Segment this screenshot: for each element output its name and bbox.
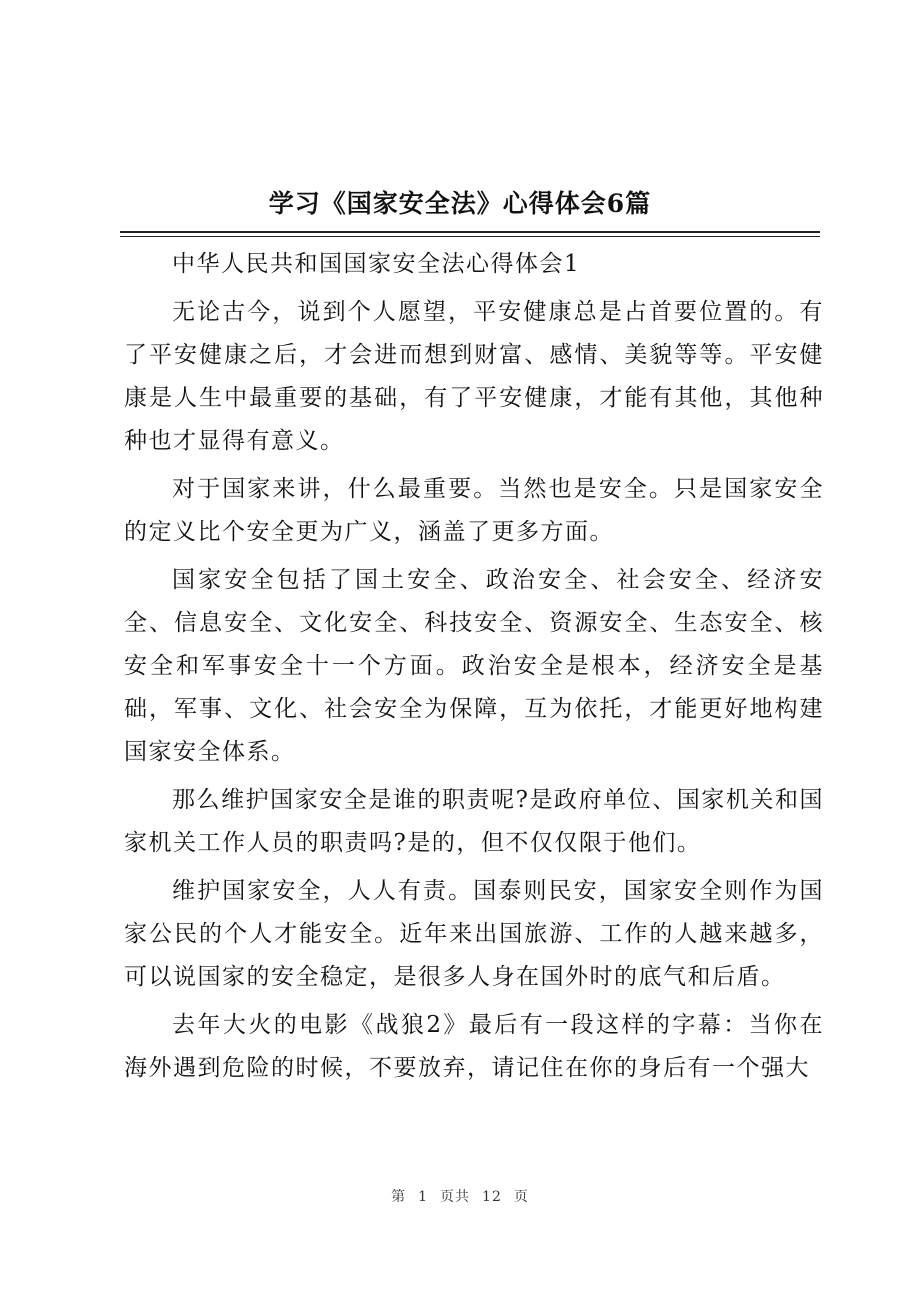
paragraph: 维护国家安全，人人有责。国泰则民安，国家安全则作为国家公民的个人才能安全。近年来出国旅游、工作的人越来越多，可以说国家的安全稳定，是很多人身在国外时的底气和后盾。 [124, 878, 824, 990]
section-heading: 中华人民共和国国家安全法心得体会1 [172, 251, 581, 277]
paragraph: 那么维护国家安全是谁的职责呢?是政府单位、国家机关和国家机关工作人员的职责吗?是的，但不仅仅限于他们。 [124, 787, 824, 856]
footer-mid: 页共 [440, 1189, 471, 1205]
document-body [124, 243, 824, 1090]
document-title: 学习《国家安全法》心得体会6篇 [268, 189, 652, 218]
page-footer [0, 1186, 920, 1206]
footer-prefix: 第 [391, 1189, 407, 1205]
title-rule-thick [120, 231, 820, 233]
paragraph: 无论古今，说到个人愿望，平安健康总是占首要位置的。有了平安健康之后，才会进而想到财富、感情、美貌等等。平安健康是人生中最重要的基础，有了平安健康，才能有其他，其他种种也才显得有意义。 [124, 299, 824, 454]
paragraph: 对于国家来讲，什么最重要。当然也是安全。只是国家安全的定义比个安全更为广义，涵盖了更多方面。 [124, 476, 824, 545]
footer-current-page: 1 [418, 1189, 429, 1205]
paragraph: 去年大火的电影《战狼2》最后有一段这样的字幕：当你在海外遇到危险的时候，不要放弃，请记住在你的身后有一个强大 [124, 1012, 824, 1081]
footer-total-pages: 12 [482, 1189, 502, 1205]
paragraph: 国家安全包括了国土安全、政治安全、社会安全、经济安全、信息安全、文化安全、科技安全、资源安全、生态安全、核安全和军事安全十一个方面。政治安全是根本，经济安全是基础，军事、文化、社会安全为保障，互为依托，才能更好地构建国家安全体系。 [124, 567, 824, 765]
title-rule-thin [120, 236, 820, 237]
footer-suffix: 页 [513, 1189, 529, 1205]
